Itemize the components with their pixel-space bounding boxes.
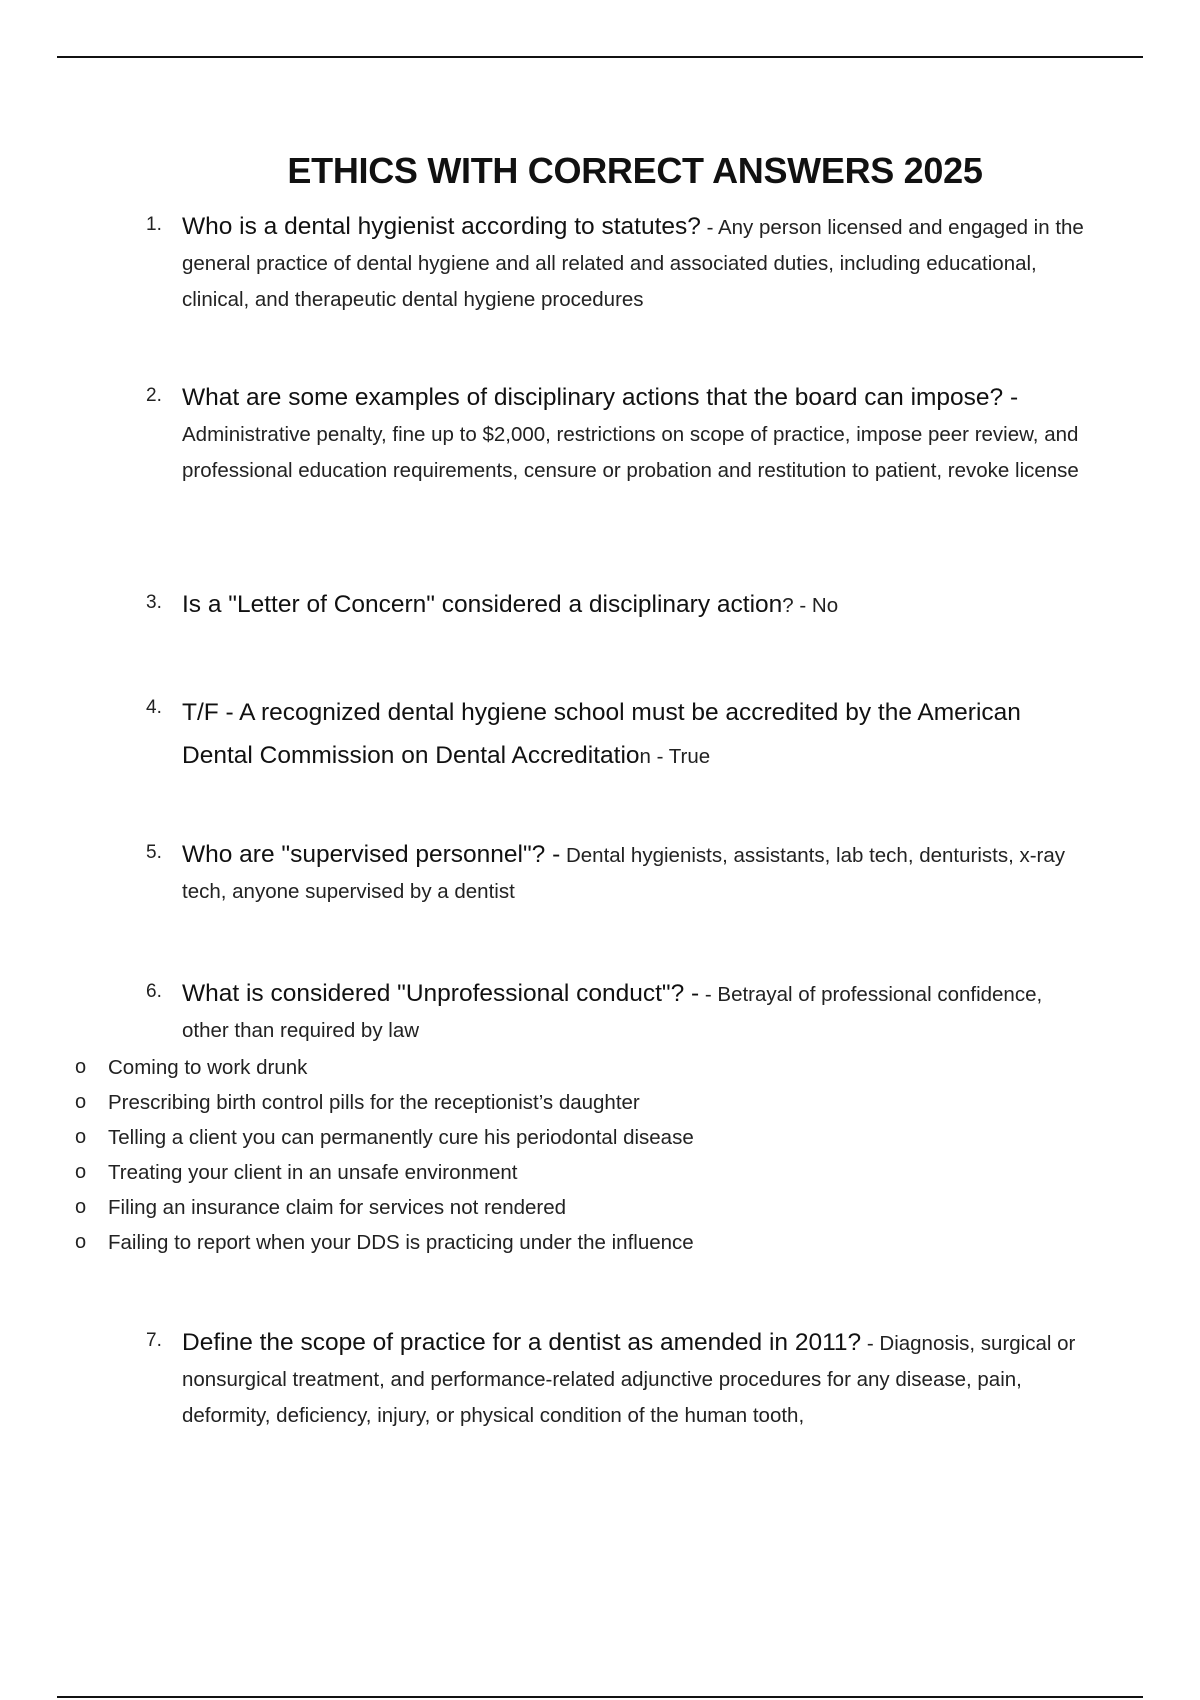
question-body	[182, 210, 1092, 319]
question-body	[182, 838, 1092, 911]
list-item	[75, 1155, 1200, 1190]
question-number: 1.	[146, 214, 162, 235]
question-text: Is a "Letter of Concern" considered a disciplinary action	[182, 591, 783, 618]
bullet-marker: o	[75, 1126, 87, 1148]
document-title: ETHICS WITH CORRECT ANSWERS 2025	[287, 150, 983, 191]
answer-text: Administrative penalty, fine up to $2,000, restrictions on scope of practice, impose peer review, and professional education requirements, censure or probation and restitution to patient, revoke license	[182, 423, 1079, 482]
question-body	[182, 381, 1092, 490]
question-text: What are some examples of disciplinary actions that the board can impose? -	[182, 384, 1019, 411]
list-item-text: Prescribing birth control pills for the receptionist’s daughter	[108, 1091, 640, 1114]
question-number: 5.	[146, 842, 162, 863]
question-item-3	[0, 588, 1200, 625]
question-item-1	[0, 210, 1200, 319]
top-divider	[57, 56, 1143, 58]
list-item	[75, 1190, 1200, 1225]
list-item-text: Coming to work drunk	[108, 1056, 308, 1079]
question-text: Who are "supervised personnel"? -	[182, 841, 561, 868]
bullet-marker: o	[75, 1231, 87, 1253]
question-item-5	[0, 838, 1200, 911]
bullet-marker: o	[75, 1161, 87, 1183]
question-number: 6.	[146, 981, 162, 1002]
answer-text: n - True	[639, 745, 711, 768]
bottom-divider	[57, 1696, 1143, 1698]
bullet-marker: o	[75, 1196, 87, 1218]
question-number: 7.	[146, 1330, 162, 1351]
question-body	[182, 1326, 1092, 1435]
bullet-marker: o	[75, 1056, 87, 1078]
question-body	[182, 693, 1092, 779]
question-body	[182, 977, 1092, 1050]
list-item-text: Telling a client you can permanently cure his periodontal disease	[108, 1126, 694, 1149]
question-text: What is considered "Unprofessional conduct"? -	[182, 980, 700, 1007]
question-number: 3.	[146, 592, 162, 613]
answer-text: - Betrayal of professional confidence, other than required by law	[182, 983, 1043, 1042]
answer-text: ? - No	[782, 594, 839, 617]
list-item	[75, 1225, 1200, 1260]
list-item-text: Filing an insurance claim for services not rendered	[108, 1196, 567, 1219]
list-item-text: Treating your client in an unsafe environment	[108, 1161, 518, 1184]
question-item-4	[0, 693, 1200, 779]
answer-text: - Diagnosis, surgical or nonsurgical treatment, and performance-related adjunctive procedures for any disease, pain, deformity, deficiency, injury, or physical condition of the human tooth,	[182, 1332, 1076, 1427]
question-number: 2.	[146, 385, 162, 406]
bullet-marker: o	[75, 1091, 87, 1113]
list-item-text: Failing to report when your DDS is practicing under the influence	[108, 1231, 694, 1254]
conduct-examples-list	[0, 1050, 1200, 1260]
answer-text: - Any person licensed and engaged in the general practice of dental hygiene and all related and associated duties, including educational, clinical, and therapeutic dental hygiene procedures	[182, 216, 1084, 311]
question-text: Who is a dental hygienist according to statutes?	[182, 213, 701, 240]
question-text: Define the scope of practice for a dentist as amended in 2011?	[182, 1329, 862, 1356]
question-text: T/F - A recognized dental hygiene school must be accredited by the American Dental Commission on Dental Accreditatio	[182, 699, 1021, 769]
question-body	[182, 588, 1092, 625]
answer-text: Dental hygienists, assistants, lab tech, denturists, x-ray tech, anyone supervised by a dentist	[182, 844, 1066, 903]
question-item-7	[0, 1326, 1200, 1435]
list-item	[75, 1120, 1200, 1155]
question-item-6	[0, 977, 1200, 1260]
question-item-2	[0, 381, 1200, 490]
question-number: 4.	[146, 697, 162, 718]
list-item	[75, 1085, 1200, 1120]
list-item	[75, 1050, 1200, 1085]
